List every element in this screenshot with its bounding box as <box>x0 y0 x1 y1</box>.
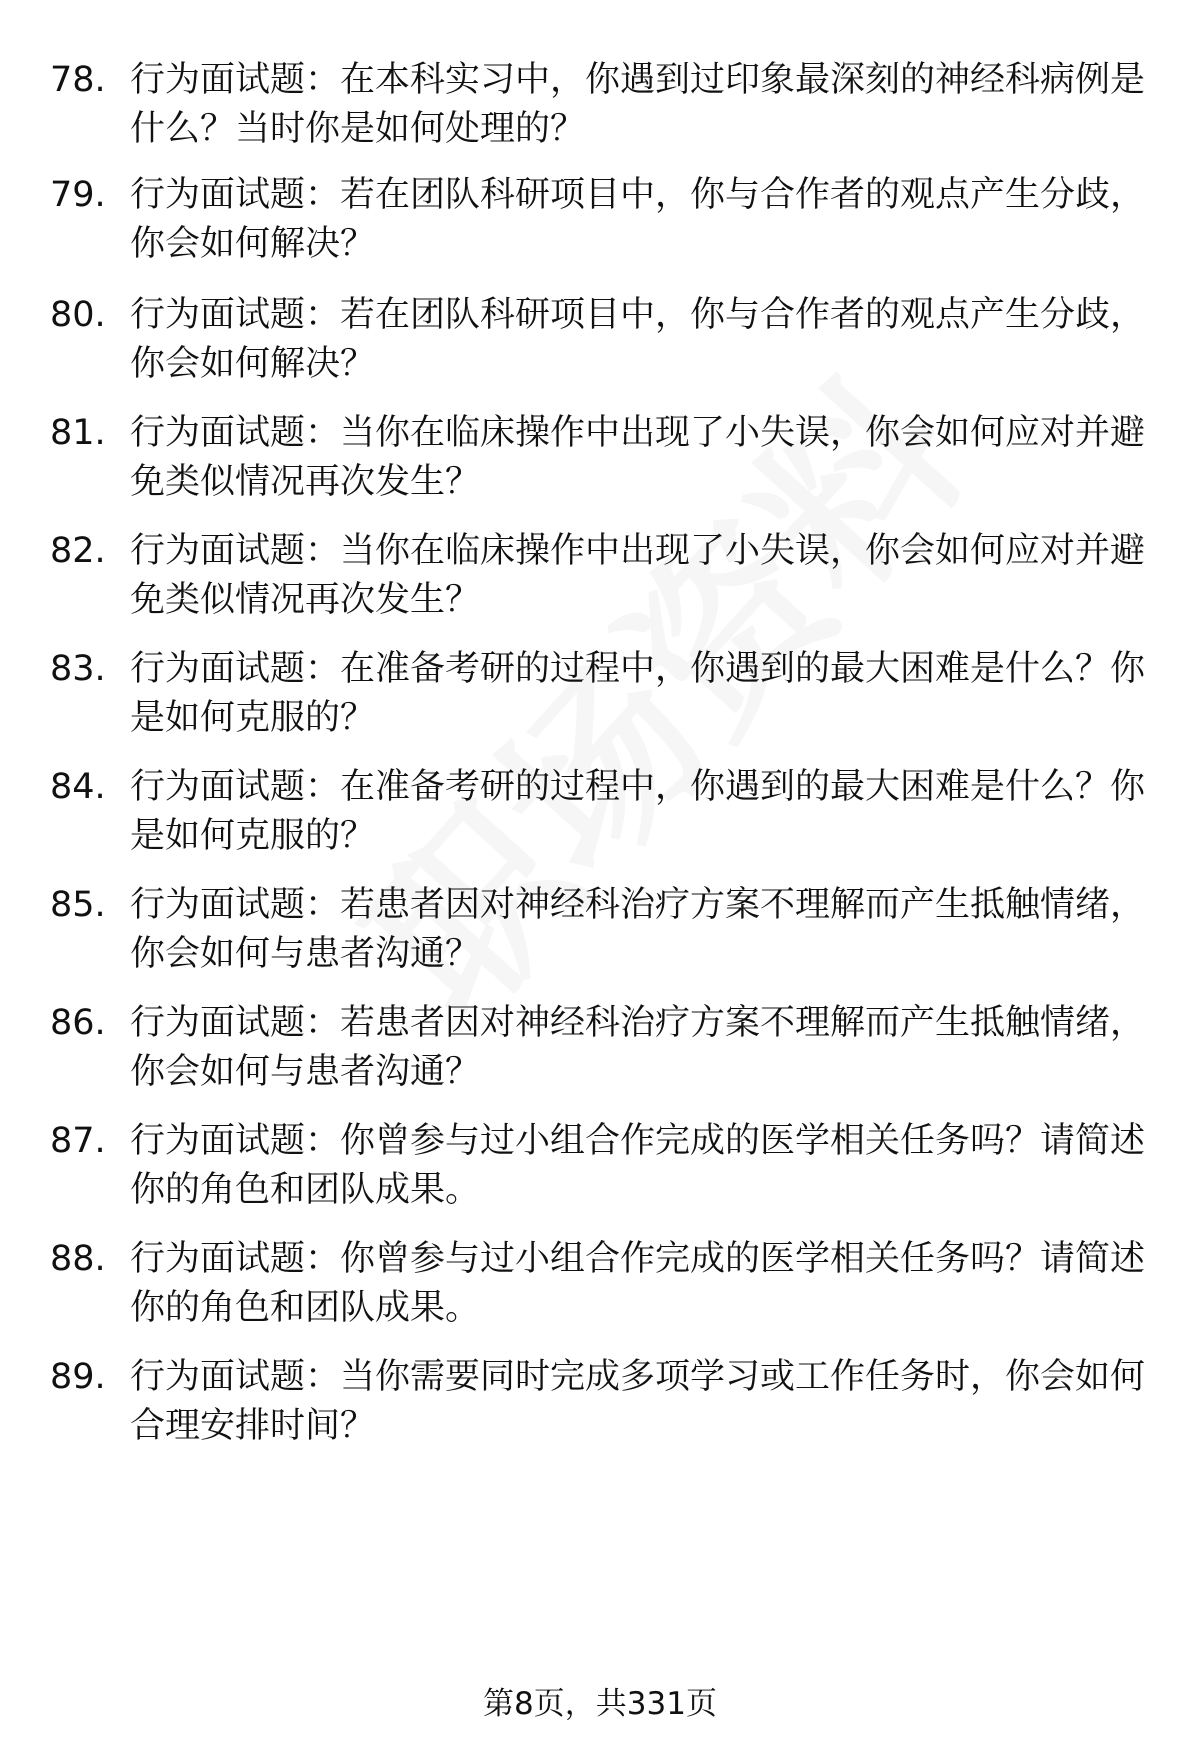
question-number: 78. <box>50 60 106 100</box>
question-item <box>50 56 1150 154</box>
question-number: 82. <box>50 531 106 571</box>
question-number: 88. <box>50 1239 106 1279</box>
question-text: 行为面试题：你曾参与过小组合作完成的医学相关任务吗？请简述你的角色和团队成果。 <box>130 1239 1146 1328</box>
question-item <box>50 409 1150 507</box>
question-item <box>50 881 1150 979</box>
question-number: 89. <box>50 1357 106 1397</box>
question-text: 行为面试题：当你在临床操作中出现了小失误，你会如何应对并避免类似情况再次发生？ <box>130 413 1146 502</box>
question-text: 行为面试题：若在团队科研项目中，你与合作者的观点产生分歧，你会如何解决？ <box>130 295 1146 384</box>
question-item <box>50 1235 1150 1333</box>
question-number: 80. <box>50 295 106 335</box>
question-item <box>50 291 1150 389</box>
question-number: 79. <box>50 175 106 215</box>
question-text: 行为面试题：在准备考研的过程中，你遇到的最大困难是什么？你是如何克服的？ <box>130 767 1146 856</box>
question-number: 84. <box>50 767 106 807</box>
question-item <box>50 645 1150 743</box>
question-number: 87. <box>50 1121 106 1161</box>
question-number: 86. <box>50 1003 106 1043</box>
question-item <box>50 999 1150 1097</box>
question-text: 行为面试题：当你在临床操作中出现了小失误，你会如何应对并避免类似情况再次发生？ <box>130 531 1146 620</box>
question-number: 83. <box>50 649 106 689</box>
question-item <box>50 1353 1150 1451</box>
question-item <box>50 1117 1150 1215</box>
question-text: 行为面试题：若在团队科研项目中，你与合作者的观点产生分歧，你会如何解决？ <box>130 175 1146 264</box>
page-footer: 第8页，共331页 <box>483 1686 717 1722</box>
question-text: 行为面试题：在准备考研的过程中，你遇到的最大困难是什么？你是如何克服的？ <box>130 649 1146 738</box>
question-item <box>50 527 1150 625</box>
question-item <box>50 171 1150 269</box>
question-text: 行为面试题：若患者因对神经科治疗方案不理解而产生抵触情绪，你会如何与患者沟通？ <box>130 885 1146 974</box>
question-text: 行为面试题：当你需要同时完成多项学习或工作任务时，你会如何合理安排时间？ <box>130 1357 1146 1446</box>
question-number: 85. <box>50 885 106 925</box>
question-text: 行为面试题：若患者因对神经科治疗方案不理解而产生抵触情绪，你会如何与患者沟通？ <box>130 1003 1146 1092</box>
question-text: 行为面试题：你曾参与过小组合作完成的医学相关任务吗？请简述你的角色和团队成果。 <box>130 1121 1146 1210</box>
question-number: 81. <box>50 413 106 453</box>
question-text: 行为面试题：在本科实习中，你遇到过印象最深刻的神经科病例是什么？当时你是如何处理的？ <box>130 60 1146 149</box>
question-item <box>50 763 1150 861</box>
